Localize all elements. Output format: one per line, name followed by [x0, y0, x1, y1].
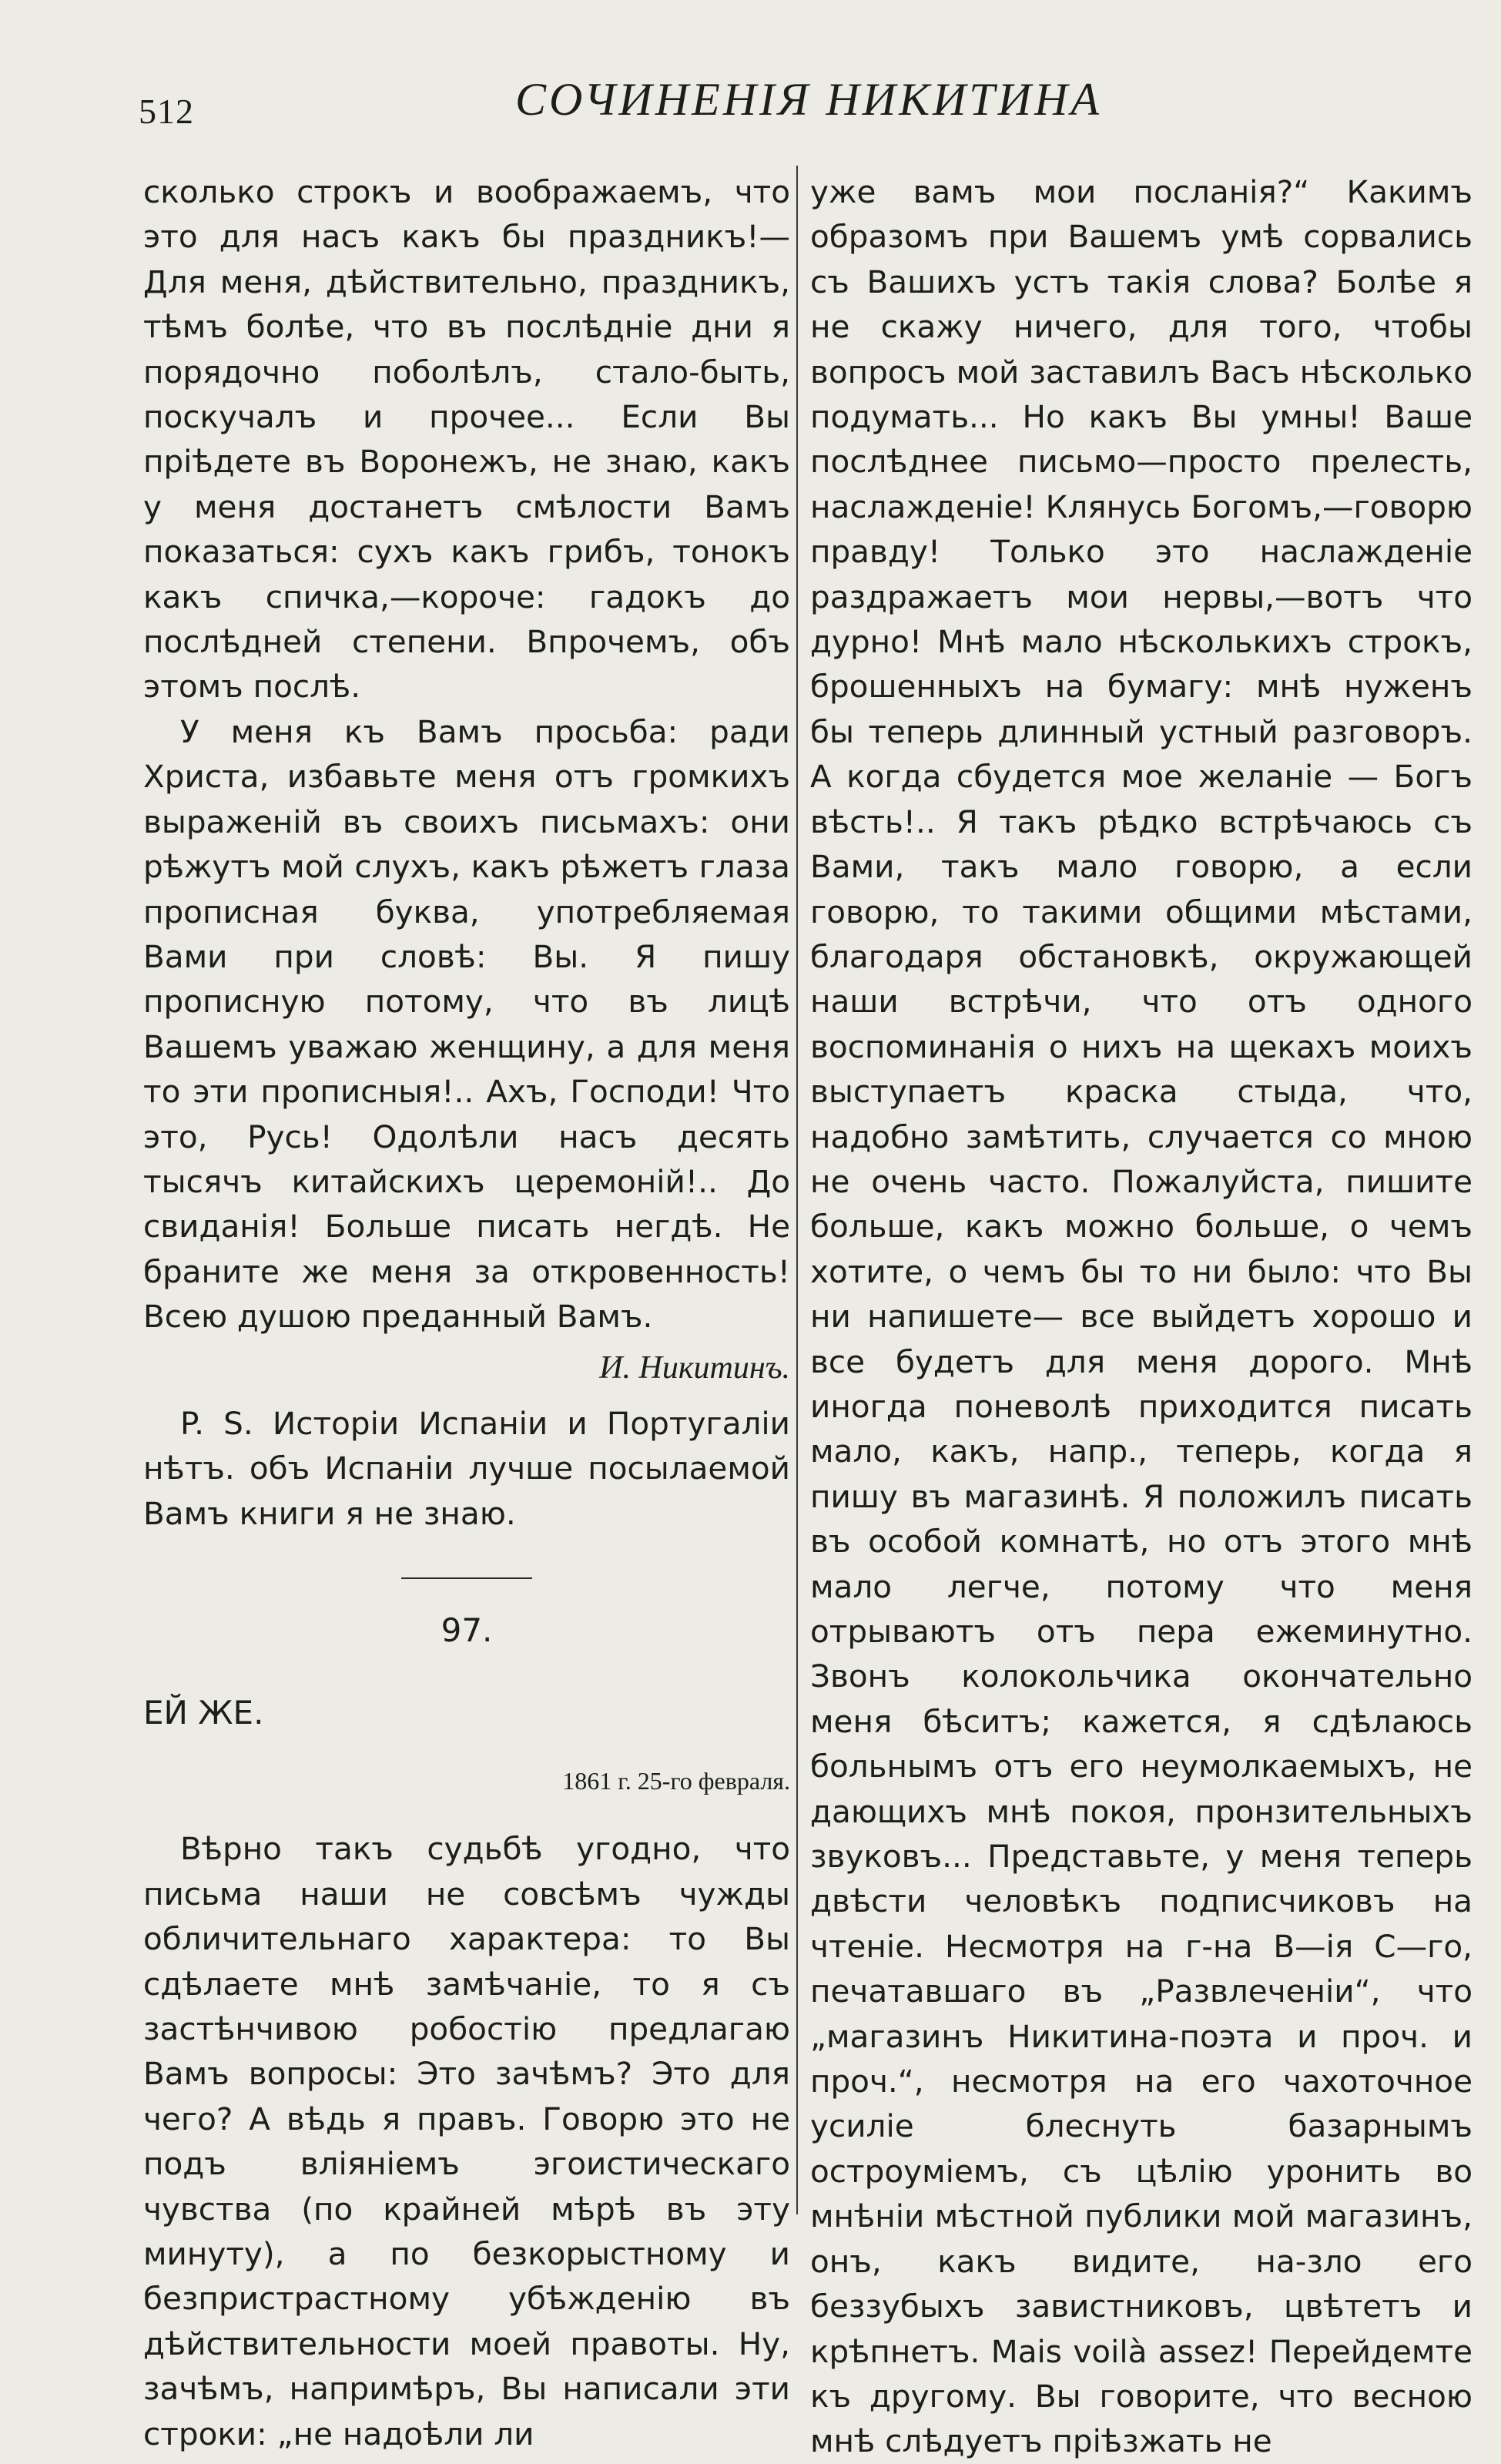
paragraph: Вѣрно такъ судьбѣ угодно, что письма наши не совсѣмъ чужды обличительнаго характера: то Вы сдѣлаете мнѣ замѣчаніе, то я съ застѣнчивою робостію предлагаю Вамъ вопросы: Это зачѣмъ? Это для чего? А вѣдь я правъ. Говорю это не подъ вліяніемъ эгоистическаго чувства (по крайней мѣрѣ въ эту минуту), а по безкорыстному и безпристрастному убѣжденію въ дѣйствительности моей правоты. Ну, зачѣмъ, напримѣръ, Вы написали эти строки: „не надоѣли ли [143, 1830, 790, 2452]
page-number: 512 [139, 92, 194, 131]
paragraph: уже вамъ мои посланія?“ Какимъ образомъ при Вашемъ умѣ сорвались съ Вашихъ устъ такія слова? Болѣе я не скажу ничего, для того, чтобы вопросъ мой заставилъ Васъ нѣсколько подумать... Но какъ Вы умны! Ваше послѣднее письмо—просто прелесть, наслажденіе! Клянусь Богомъ,—говорю правду! Только это наслажденіе раздражаетъ мои нервы,—вотъ что дурно! Мнѣ мало нѣсколькихъ строкъ, брошенныхъ на бумагу: мнѣ нуженъ бы теперь длинный устный разговоръ. А когда сбудется мое желаніе — Богъ вѣсть!.. Я такъ рѣдко встрѣчаюсь съ Вами, такъ мало говорю, а если говорю, то такими общими мѣстами, благодаря обстановкѣ, окружающей наши встрѣчи, что отъ одного воспоминанія о нихъ на щекахъ моихъ выступаетъ краска стыда, что, надобно замѣтить, случается со мною не очень часто. Пожалуйста, пишите больше, какъ можно больше, о чемъ хотите, о чемъ бы то ни было: что Вы ни напишете— все выйдетъ хорошо и все будетъ для меня дорого. Мнѣ иногда поневолѣ приходится писать мало, какъ, напр., теперь, когда я пишу въ магазинѣ. Я положилъ писать въ особой комнатѣ, но отъ этого мнѣ мало легче, потому что меня отрываютъ отъ пера ежеминутно. Звонъ колокольчика окончательно меня бѣситъ; кажется, я сдѣлаюсь больнымъ отъ его неумолкаемыхъ, не дающихъ мнѣ покоя, пронзительныхъ звуковъ... Представьте, у меня теперь двѣсти человѣкъ подписчиковъ на чтеніе. Несмотря на г-на В—ія С—го, печатавшаго въ „Развлеченіи“, что „магазинъ Никитина-поэта и проч. и проч.“, несмотря на его чахоточное усиліе блеснуть базарнымъ остроуміемъ, съ цѣлію уронить во мнѣніи мѣстной публики мой магазинъ, онъ, какъ видите, на-зло его беззубыхъ завистниковъ, цвѣтетъ и крѣпнетъ. Mais voilà assez! Перейдемте къ другому. Вы говорите, что весною мнѣ слѣдуетъ пріѣзжать не [810, 173, 1473, 2460]
left-column [143, 169, 790, 2456]
letter-date: 1861 г. 25-го февраля. [562, 1767, 790, 1795]
section-separator [401, 1577, 532, 1579]
letter-number: 97. [441, 1611, 493, 1650]
paragraph: сколько строкъ и воображаемъ, что это для насъ какъ бы праздникъ!—Для меня, дѣйствительно, праздникъ, тѣмъ болѣе, что въ послѣдніе дни я порядочно поболѣлъ, стало-быть, поскучалъ и прочее... Если Вы пріѣдете въ Воронежъ, не знаю, какъ у меня достанетъ смѣлости Вамъ показаться: сухъ какъ грибъ, тонокъ какъ спичка,—короче: гадокъ до послѣдней степени. Впрочемъ, объ этомъ послѣ. [143, 173, 790, 706]
postscript: P. S. Исторіи Испаніи и Португаліи нѣтъ. объ Испаніи лучше посылаемой Вамъ книги я не знаю. [143, 1404, 790, 1532]
letter-address: ЕЙ ЖЕ. [143, 1693, 264, 1732]
signature: И. Никитинъ. [599, 1349, 790, 1386]
right-column [810, 169, 1473, 2464]
running-head: СОЧИНЕНІЯ НИКИТИНА [515, 74, 1102, 125]
column-divider [796, 166, 798, 2214]
paragraph: У меня къ Вамъ просьба: ради Христа, избавьте меня отъ громкихъ выраженій въ своихъ письмахъ: они рѣжутъ мой слухъ, какъ рѣжетъ глаза прописная буква, употребляемая Вами при словѣ: Вы. Я пишу прописную потому, что въ лицѣ Вашемъ уважаю женщину, а для меня то эти прописныя!.. Ахъ, Господи! Что это, Русь! Одолѣли насъ десять тысячъ китайскихъ церемоній!.. До свиданія! Больше писать негдѣ. Не браните же меня за откровенность! Всею душою преданный Вамъ. [143, 712, 790, 1336]
